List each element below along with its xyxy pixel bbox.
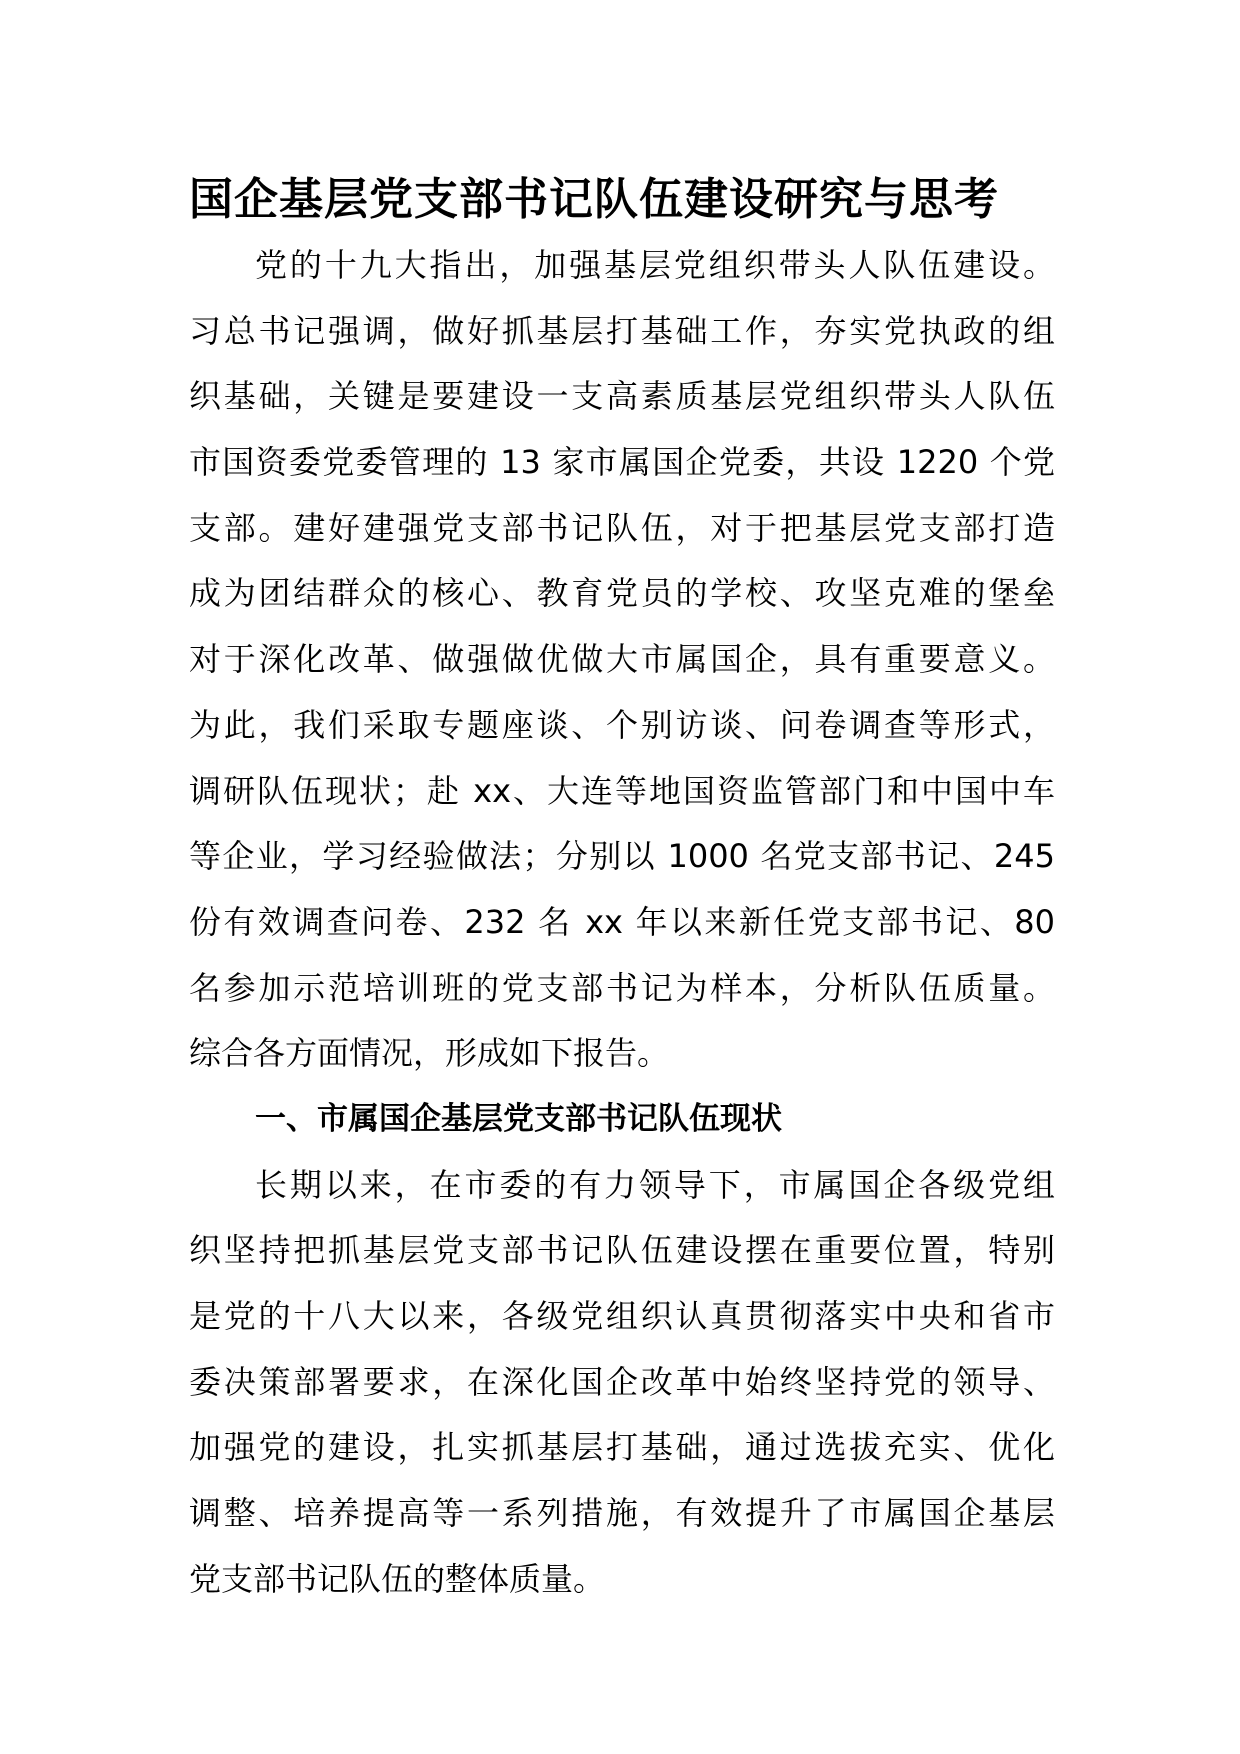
document-body: [189, 233, 1055, 1612]
section-heading-1: 一、市属国企基层党支部书记队伍现状: [255, 1100, 782, 1137]
paragraph-1-line-1: 党的十九大指出，加强基层党组织带头人队伍建设。: [255, 246, 1055, 284]
paragraph-2-line-3: 是党的十八大以来，各级党组织认真贯彻落实中央和省市: [189, 1297, 1055, 1335]
paragraph-2-line-6: 调整、培养提高等一系列措施，有效提升了市属国企基层: [189, 1494, 1055, 1533]
paragraph-1-line-11: 份有效调查问卷、232 名 xx 年以来新任党支部书记、80: [189, 902, 1055, 941]
paragraph-1-line-5: 支部。建好建强党支部书记队伍，对于把基层党支部打造: [189, 508, 1055, 547]
paragraph-1-line-2: 习总书记强调，做好抓基层打基础工作，夯实党执政的组: [189, 311, 1055, 350]
paragraph-1-line-4: 市国资委党委管理的 13 家市属国企党委，共设 1220 个党: [189, 443, 1055, 482]
paragraph-1-line-3: 织基础，关键是要建设一支高素质基层党组织带头人队伍: [189, 377, 1055, 416]
paragraph-1-line-13: 综合各方面情况，形成如下报告。: [189, 1034, 670, 1073]
paragraph-1-line-10: 等企业，学习经验做法；分别以 1000 名党支部书记、245: [189, 837, 1055, 876]
paragraph-2-line-7: 党支部书记队伍的整体质量。: [189, 1559, 606, 1598]
paragraph-1-line-7: 对于深化改革、做强做优做大市属国企，具有重要意义。: [189, 640, 1055, 679]
paragraph-1-line-6: 成为团结群众的核心、教育党员的学校、攻坚克难的堡垒: [189, 574, 1055, 613]
paragraph-1-line-9: 调研队伍现状；赴 xx、大连等地国资监管部门和中国中车: [189, 771, 1055, 810]
paragraph-1-line-12: 名参加示范培训班的党支部书记为样本，分析队伍质量。: [189, 968, 1055, 1007]
document-title: 国企基层党支部书记队伍建设研究与思考: [189, 174, 999, 225]
paragraph-1-line-8: 为此，我们采取专题座谈、个别访谈、问卷调查等形式，: [189, 705, 1055, 744]
paragraph-2-line-2: 织坚持把抓基层党支部书记队伍建设摆在重要位置，特别: [189, 1231, 1055, 1270]
paragraph-2-line-4: 委决策部署要求，在深化国企改革中始终坚持党的领导、: [189, 1362, 1055, 1401]
paragraph-2-line-1: 长期以来，在市委的有力领导下，市属国企各级党组: [255, 1165, 1055, 1204]
paragraph-2-line-5: 加强党的建设，扎实抓基层打基础，通过选拔充实、优化: [189, 1428, 1055, 1467]
